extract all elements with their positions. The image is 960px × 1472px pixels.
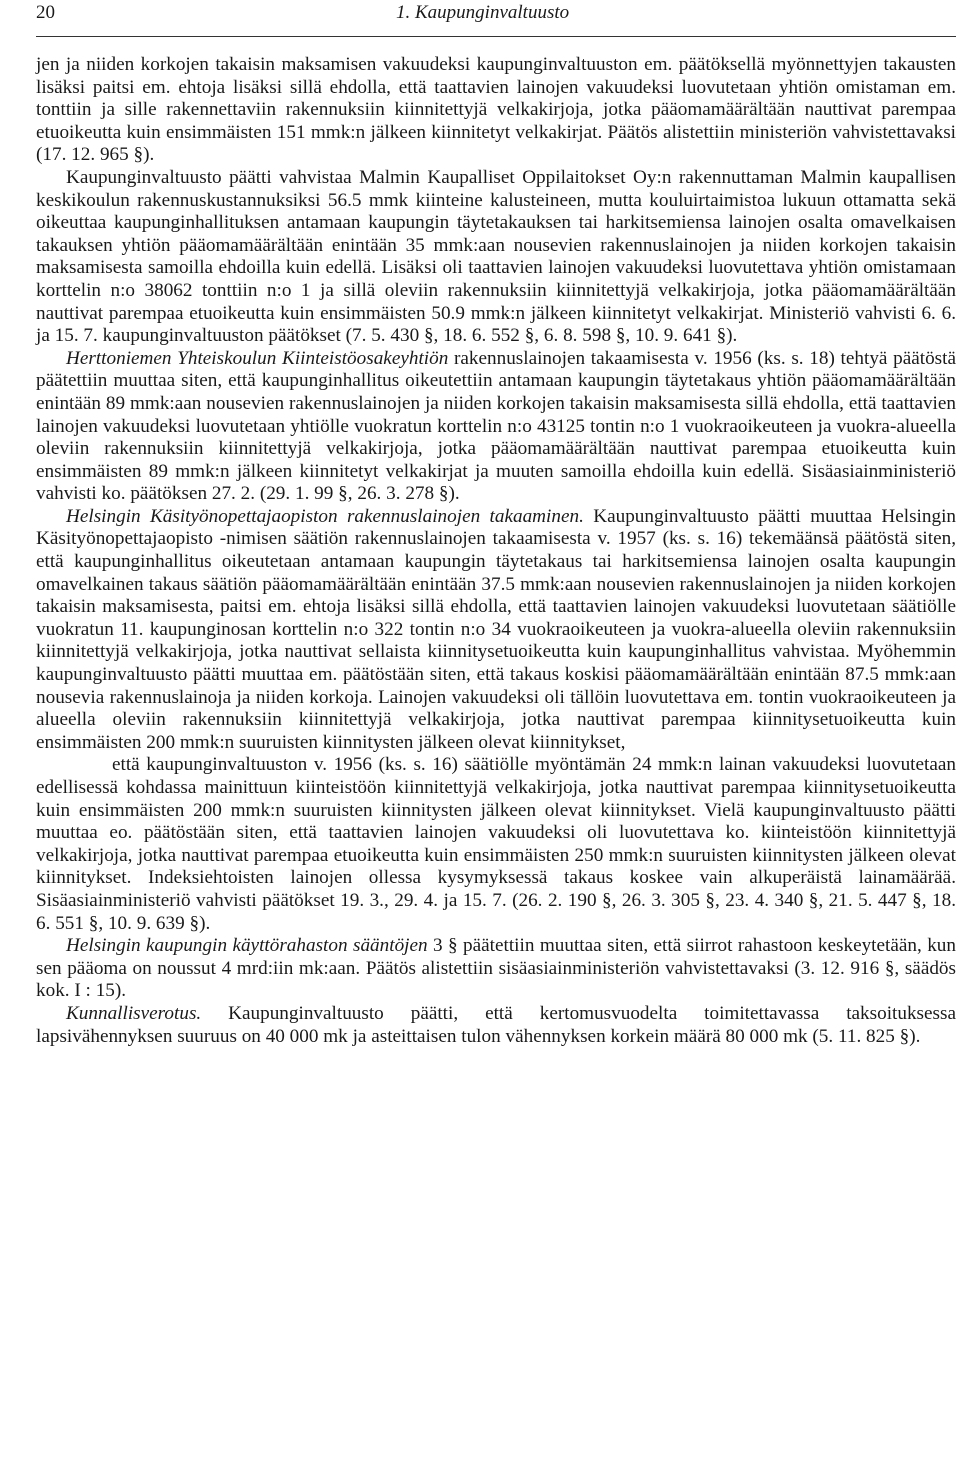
paragraph-text: rakennuslainojen takaamisesta v. 1956 (ks. s. 18) tehtyä päätöstä päätettiin muuttaa siten, että kaupunginhallitus oikeutettiin antamaan kaupungin täytetakaus yhtiön pääomamäärältään enintään 89 mmk:aan nousevien rakennuslainojen ja niiden korkojen takaisin maksamisesta sillä ehdolla, että taattavien lainojen vakuudeksi luovutetaan yhtiölle vuokratun korttelin n:o 43125 tontin n:o 1 vuokraoikeuteen ja vuokra-alueella oleviin rakennuksiin kiinnitettyjä velkakirjoja, jotka pääomamäärältään nauttivat parempaa etuoikeutta kuin ensimmäisten 89 mmk:n jälkeen kiinnitetyt velkakirjat ja muuten samoilla ehdoilla kuin edellä. Sisäasiainministeriö vahvisti ko. päätöksen 27. 2. (29. 1. 99 §, 26. 3. 278 §). [36,347,957,505]
paragraph-title: Kunnallisverotus. [66,1002,202,1024]
page-number: 20 [36,2,55,23]
running-head: 1. Kaupunginvaltuusto [396,2,570,23]
paragraph [36,506,956,755]
paragraph-text: Kaupunginvaltuusto päätti vahvistaa Malmin Kaupalliset Oppilaitokset Oy:n rakennuttaman Malmin kaupallisen keskikoulun rakennuskustannuksiksi 56.5 mmk kiinteine kalusteineen, mutta kouluirtaimistoa lukuun ottamatta sekä oikeuttaa kaupunginhallituksen antamaan kaupungin täytetakauksen tai harkitsemiensa lainojen osalta omavelkaisen takauksen yhtiön pääomamäärältään enintään 35 mmk:aan nousevien rakennuslainojen ja niiden korkojen takaisin maksamisesta samoilla ehdoilla kuin edellä. Lisäksi oli taattavien lainojen vakuudeksi luovutettava yhtiön omistamaan korttelin n:o 38062 tonttiin n:o 1 ja sillä oleviin rakennuksiin kiinnitettyjä velkakirjoja, jotka pääomamäärältään nauttivat parempaa etuoikeutta kuin ensimmäisten 50.9 mmk:n jälkeen kiinnitetyt velkakirjat. Ministeriö vahvisti 6. 6. ja 15. 7. kaupunginvaltuuston päätökset (7. 5. 430 §, 18. 6. 552 §, 6. 8. 598 §, 10. 9. 641 §). [36,166,956,347]
paragraph [36,1003,956,1048]
paragraph [36,54,956,167]
paragraph-title: Herttoniemen Yhteiskoulun Kiinteistöosakeyhtiön [66,347,449,369]
document-page [36,0,957,1047]
paragraph [36,348,956,506]
paragraph [36,935,956,1003]
paragraph-text: 3 § päätettiin muuttaa siten, että siirrot rahastoon keskeytetään, kun sen pääoma on noussut 4 mrd:iin mk:aan. Päätös alistettiin sisäasiainministeriön vahvistettavaksi (3. 12. 916 §, säädös kok. I : 15). [36,935,956,1002]
paragraph-text: että kaupunginvaltuuston v. 1956 (ks. s. 16) säätiölle myöntämän 24 mmk:n lainan vakuudeksi luovutetaan edellisessä kohdassa mainittuun kiinteistöön kiinnitettyjä velkakirjoja, jotka nauttivat parempaa kiinnitysetuoikeutta kuin ensimmäisten 200 mmk:n suuruisten kiinnitysten jälkeen olevat kiinnitykset. Vielä kaupunginvaltuusto päätti muuttaa eo. päätöstään siten, että taattavien lainojen vakuudeksi oli luovutettava ko. kiinteistöön kiinnitettyjä velkakirjoja, jotka nauttivat parempaa etuoikeutta kuin ensimmäisten 250 mmk:n suuruisten kiinnitysten jälkeen olevat kiinnitykset. Indeksiehtoisten lainojen ollessa kysymyksessä takaus koskee vain alkuperäistä lainamäärää. Sisäasiainministeriö vahvisti päätökset 19. 3., 29. 4. ja 15. 7. (26. 2. 190 §, 26. 3. 305 §, 23. 4. 340 §, 21. 5. 447 §, 18. 6. 551 §, 10. 9. 639 §). [36,754,956,934]
paragraph-title: Helsingin kaupungin käyttörahaston sääntöjen [66,935,428,957]
paragraph [36,754,956,935]
paragraph [36,167,956,348]
header-rule [36,36,956,37]
paragraph-text: Kaupunginvaltuusto päätti muuttaa Helsingin Käsityönopettajaopisto -nimisen säätiön rakennuslainojen takaamisesta v. 1957 (ks. s. 16) tekemäänsä päätöstä siten, että kaupunginhallitus oikeutetaan antamaan kaupungin täytetakaus tai harkitsemiensa lainojen osalta kaupungin omavelkainen takaus säätiön pääomamäärältään enintään 37.5 mmk:aan nousevien rakennuslainojen ja niiden korkojen takaisin maksamisesta, paitsi em. ehtoja lisäksi sillä ehdolla, että taattavien lainojen vakuudeksi luovutetaan säätiölle vuokratun 11. kaupunginosan korttelin n:o 322 tontin n:o 34 vuokraoikeuteen ja vuokra-alueella oleviin rakennuksiin kiinnitettyjä velkakirjoja, jotka nauttivat sellaista kiinnitysetuoikeutta kuin kaupunginhallitus vahvistaa. Myöhemmin kaupunginvaltuusto päätti muuttaa em. päätöstään siten, että takaus koskisi pääomamäärältään enintään 87.5 mmk:aan nousevia rakennuslainoja ja niiden korkoja. Lainojen vakuudeksi oli tällöin luovutettava em. tontin vuokraoikeuteen ja alueella oleviin rakennuksiin kiinnitettyjä velkakirjoja, jotka nauttivat parempaa kiinnitysetuoikeutta kuin ensimmäisten 200 mmk:n suuruisten kiinnitysten jälkeen olevat kiinnitykset, [36,505,956,753]
paragraph-text: Kaupunginvaltuusto päätti, että kertomusvuodelta toimitettavassa taksoituksessa lapsivähennyksen suuruus on 40 000 mk ja asteittaisen tulon vähennyksen korkein määrä 80 000 mk (5. 11. 825 §). [36,1002,956,1047]
paragraph-title: Helsingin Käsityönopettajaopiston rakennuslainojen takaaminen. [66,505,584,527]
body-text [36,54,956,1048]
paragraph-text: jen ja niiden korkojen takaisin maksamisen vakuudeksi kaupunginvaltuuston em. päätöksellä myönnettyjen takausten lisäksi paitsi em. ehtoja lisäksi sillä ehdolla, että taattavien lainojen vakuudeksi luovutetaan yhtiön omistaman em. tonttiin ja sille rakennettaviin rakennuksiin kiinnitettyjä velkakirjoja, jotka pääomamäärältään nauttivat parempaa etuoikeutta kuin ensimmäisten 151 mmk:n jälkeen kiinnitetyt velkakirjat. Päätös alistettiin ministeriön vahvistettavaksi (17. 12. 965 §). [36,54,956,166]
page-header [36,0,956,34]
